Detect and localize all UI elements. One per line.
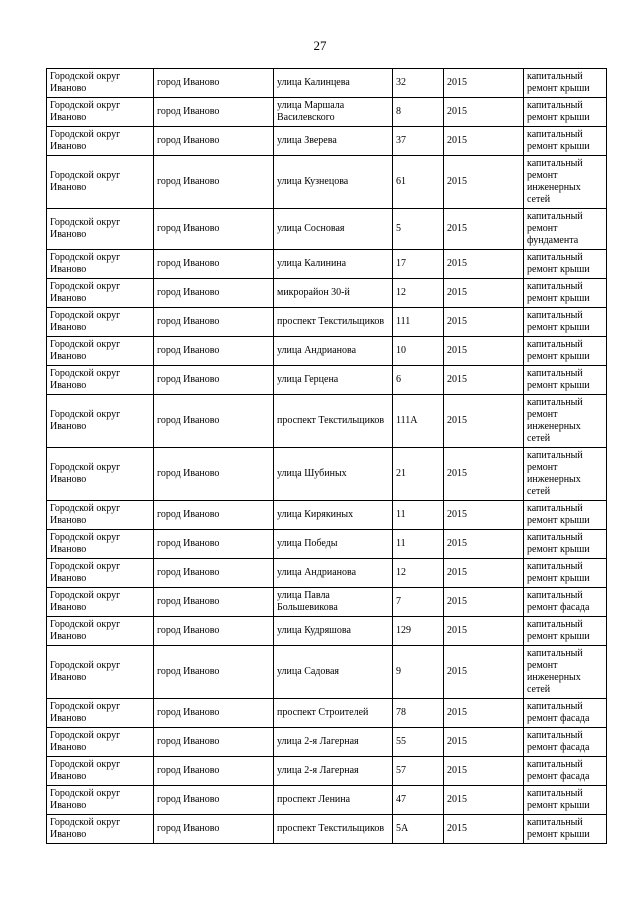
cell-year: 2015: [444, 815, 524, 844]
cell-year: 2015: [444, 127, 524, 156]
cell-street: улица Калинцева: [274, 69, 393, 98]
cell-house-number: 55: [393, 728, 444, 757]
cell-city: город Иваново: [154, 366, 274, 395]
cell-year: 2015: [444, 646, 524, 699]
cell-district: Городской округ Иваново: [47, 559, 154, 588]
cell-street: улица Герцена: [274, 366, 393, 395]
cell-work-type: капитальный ремонт крыши: [524, 559, 607, 588]
cell-district: Городской округ Иваново: [47, 699, 154, 728]
table-row: [47, 156, 607, 209]
cell-house-number: 57: [393, 757, 444, 786]
cell-city: город Иваново: [154, 279, 274, 308]
table-row: [47, 366, 607, 395]
cell-year: 2015: [444, 757, 524, 786]
table-row: [47, 617, 607, 646]
cell-street: проспект Строителей: [274, 699, 393, 728]
cell-street: улица 2-я Лагерная: [274, 728, 393, 757]
cell-house-number: 9: [393, 646, 444, 699]
cell-street: улица Победы: [274, 530, 393, 559]
cell-work-type: капитальный ремонт инженерных сетей: [524, 395, 607, 448]
table-row: [47, 815, 607, 844]
cell-city: город Иваново: [154, 699, 274, 728]
cell-city: город Иваново: [154, 209, 274, 250]
cell-year: 2015: [444, 699, 524, 728]
cell-year: 2015: [444, 786, 524, 815]
table-row: [47, 308, 607, 337]
table-row: [47, 448, 607, 501]
cell-house-number: 10: [393, 337, 444, 366]
table-row: [47, 786, 607, 815]
cell-work-type: капитальный ремонт крыши: [524, 366, 607, 395]
cell-district: Городской округ Иваново: [47, 98, 154, 127]
cell-street: улица Кудряшова: [274, 617, 393, 646]
table-row: [47, 757, 607, 786]
table-body: [47, 69, 607, 844]
cell-city: город Иваново: [154, 757, 274, 786]
cell-city: город Иваново: [154, 127, 274, 156]
cell-district: Городской округ Иваново: [47, 156, 154, 209]
cell-district: Городской округ Иваново: [47, 617, 154, 646]
table-row: [47, 646, 607, 699]
cell-house-number: 111: [393, 308, 444, 337]
cell-house-number: 11: [393, 501, 444, 530]
cell-house-number: 21: [393, 448, 444, 501]
cell-city: город Иваново: [154, 530, 274, 559]
cell-street: улица Кузнецова: [274, 156, 393, 209]
cell-district: Городской округ Иваново: [47, 395, 154, 448]
cell-city: город Иваново: [154, 308, 274, 337]
cell-house-number: 7: [393, 588, 444, 617]
cell-street: улица Калинина: [274, 250, 393, 279]
cell-district: Городской округ Иваново: [47, 757, 154, 786]
cell-house-number: 6: [393, 366, 444, 395]
cell-work-type: капитальный ремонт крыши: [524, 530, 607, 559]
cell-work-type: капитальный ремонт фасада: [524, 699, 607, 728]
cell-city: город Иваново: [154, 156, 274, 209]
cell-city: город Иваново: [154, 250, 274, 279]
registry-table: [46, 68, 607, 844]
table-row: [47, 98, 607, 127]
cell-house-number: 47: [393, 786, 444, 815]
cell-district: Городской округ Иваново: [47, 815, 154, 844]
cell-house-number: 32: [393, 69, 444, 98]
cell-year: 2015: [444, 69, 524, 98]
cell-district: Городской округ Иваново: [47, 588, 154, 617]
cell-work-type: капитальный ремонт фасада: [524, 757, 607, 786]
table-row: [47, 501, 607, 530]
cell-work-type: капитальный ремонт крыши: [524, 98, 607, 127]
cell-house-number: 61: [393, 156, 444, 209]
cell-district: Городской округ Иваново: [47, 69, 154, 98]
cell-district: Городской округ Иваново: [47, 127, 154, 156]
cell-district: Городской округ Иваново: [47, 279, 154, 308]
table-row: [47, 69, 607, 98]
cell-year: 2015: [444, 448, 524, 501]
cell-city: город Иваново: [154, 646, 274, 699]
cell-year: 2015: [444, 156, 524, 209]
cell-work-type: капитальный ремонт инженерных сетей: [524, 646, 607, 699]
cell-house-number: 111А: [393, 395, 444, 448]
cell-year: 2015: [444, 250, 524, 279]
cell-year: 2015: [444, 588, 524, 617]
cell-work-type: капитальный ремонт крыши: [524, 337, 607, 366]
cell-street: улица Маршала Василевского: [274, 98, 393, 127]
cell-year: 2015: [444, 617, 524, 646]
cell-city: город Иваново: [154, 337, 274, 366]
cell-work-type: капитальный ремонт крыши: [524, 69, 607, 98]
cell-year: 2015: [444, 279, 524, 308]
cell-street: улица Кирякиных: [274, 501, 393, 530]
cell-work-type: капитальный ремонт крыши: [524, 501, 607, 530]
cell-house-number: 17: [393, 250, 444, 279]
cell-district: Городской округ Иваново: [47, 448, 154, 501]
cell-district: Городской округ Иваново: [47, 786, 154, 815]
cell-year: 2015: [444, 395, 524, 448]
cell-street: улица Сосновая: [274, 209, 393, 250]
table-row: [47, 728, 607, 757]
cell-work-type: капитальный ремонт крыши: [524, 786, 607, 815]
page-number: 27: [313, 38, 327, 53]
cell-street: проспект Текстильщиков: [274, 815, 393, 844]
cell-year: 2015: [444, 501, 524, 530]
cell-city: город Иваново: [154, 69, 274, 98]
cell-city: город Иваново: [154, 395, 274, 448]
cell-house-number: 12: [393, 559, 444, 588]
cell-year: 2015: [444, 530, 524, 559]
cell-district: Городской округ Иваново: [47, 250, 154, 279]
table-row: [47, 559, 607, 588]
cell-district: Городской округ Иваново: [47, 209, 154, 250]
table-row: [47, 209, 607, 250]
cell-work-type: капитальный ремонт фундамента: [524, 209, 607, 250]
cell-street: улица Павла Большевикова: [274, 588, 393, 617]
table-row: [47, 279, 607, 308]
cell-work-type: капитальный ремонт крыши: [524, 815, 607, 844]
cell-year: 2015: [444, 366, 524, 395]
table-row: [47, 699, 607, 728]
cell-year: 2015: [444, 209, 524, 250]
cell-street: улица Андрианова: [274, 337, 393, 366]
cell-street: проспект Текстильщиков: [274, 395, 393, 448]
cell-district: Городской округ Иваново: [47, 366, 154, 395]
cell-street: улица Садовая: [274, 646, 393, 699]
cell-year: 2015: [444, 308, 524, 337]
cell-house-number: 129: [393, 617, 444, 646]
table-row: [47, 530, 607, 559]
cell-year: 2015: [444, 559, 524, 588]
cell-house-number: 12: [393, 279, 444, 308]
cell-district: Городской округ Иваново: [47, 337, 154, 366]
table-row: [47, 250, 607, 279]
cell-city: город Иваново: [154, 98, 274, 127]
cell-district: Городской округ Иваново: [47, 646, 154, 699]
cell-work-type: капитальный ремонт инженерных сетей: [524, 156, 607, 209]
cell-street: улица Зверева: [274, 127, 393, 156]
table-row: [47, 395, 607, 448]
cell-work-type: капитальный ремонт фасада: [524, 728, 607, 757]
cell-city: город Иваново: [154, 728, 274, 757]
cell-district: Городской округ Иваново: [47, 530, 154, 559]
cell-work-type: капитальный ремонт инженерных сетей: [524, 448, 607, 501]
cell-house-number: 8: [393, 98, 444, 127]
cell-city: город Иваново: [154, 559, 274, 588]
table-row: [47, 127, 607, 156]
cell-house-number: 11: [393, 530, 444, 559]
table-row: [47, 588, 607, 617]
cell-city: город Иваново: [154, 786, 274, 815]
cell-house-number: 5: [393, 209, 444, 250]
cell-year: 2015: [444, 728, 524, 757]
cell-work-type: капитальный ремонт крыши: [524, 617, 607, 646]
cell-city: город Иваново: [154, 815, 274, 844]
cell-year: 2015: [444, 337, 524, 366]
cell-city: город Иваново: [154, 448, 274, 501]
cell-work-type: капитальный ремонт крыши: [524, 250, 607, 279]
cell-house-number: 5А: [393, 815, 444, 844]
cell-work-type: капитальный ремонт крыши: [524, 279, 607, 308]
cell-house-number: 37: [393, 127, 444, 156]
cell-district: Городской округ Иваново: [47, 728, 154, 757]
cell-year: 2015: [444, 98, 524, 127]
cell-city: город Иваново: [154, 501, 274, 530]
cell-street: микрорайон 30-й: [274, 279, 393, 308]
cell-city: город Иваново: [154, 588, 274, 617]
cell-work-type: капитальный ремонт фасада: [524, 588, 607, 617]
cell-house-number: 78: [393, 699, 444, 728]
table-row: [47, 337, 607, 366]
cell-street: улица Шубиных: [274, 448, 393, 501]
cell-city: город Иваново: [154, 617, 274, 646]
cell-district: Городской округ Иваново: [47, 308, 154, 337]
cell-street: проспект Ленина: [274, 786, 393, 815]
cell-street: улица 2-я Лагерная: [274, 757, 393, 786]
cell-work-type: капитальный ремонт крыши: [524, 127, 607, 156]
cell-district: Городской округ Иваново: [47, 501, 154, 530]
cell-street: проспект Текстильщиков: [274, 308, 393, 337]
cell-street: улица Андрианова: [274, 559, 393, 588]
cell-work-type: капитальный ремонт крыши: [524, 308, 607, 337]
